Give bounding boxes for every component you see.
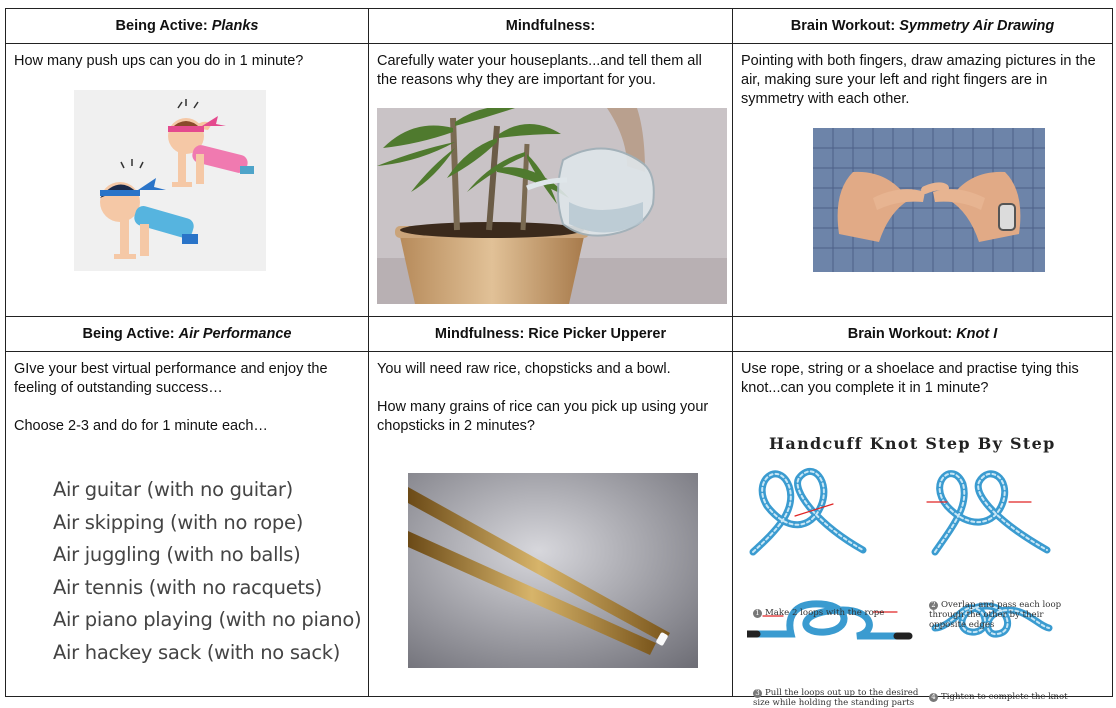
- heading-activity: Symmetry Air Drawing: [899, 18, 1055, 34]
- list-item: Air guitar (with no guitar): [53, 478, 293, 501]
- knot-diagram-title: Handcuff Knot Step By Step: [769, 434, 1056, 453]
- pushup-kids-illustration: [74, 90, 266, 271]
- step-number: 3: [753, 689, 762, 698]
- cell-heading-planks: [6, 9, 369, 44]
- content-row-2: [6, 352, 1113, 697]
- cell-knot: [733, 352, 1113, 708]
- cell-heading-knot: [733, 317, 1113, 352]
- pointing-fingers-photo: [813, 128, 1045, 272]
- step-text: Make 2 loops with the rope: [765, 608, 885, 618]
- air-activity-list: [53, 474, 361, 670]
- step-number: 4: [929, 693, 938, 702]
- instruction-text: How many push ups can you do in 1 minute?: [14, 53, 304, 69]
- knot-diagram: [747, 460, 1097, 672]
- chopsticks-photo: [408, 473, 698, 668]
- cell-symmetry: [733, 44, 1113, 317]
- step-text: Overlap and pass each loop through the other by their opposite edges: [929, 600, 1062, 630]
- heading-category: Brain Workout:: [847, 326, 957, 342]
- watering-plant-photo: [377, 108, 727, 304]
- list-item: Air skipping (with no rope): [53, 510, 304, 534]
- list-item: Air hackey sack (with no sack): [53, 640, 341, 664]
- cell-planks: [6, 44, 369, 317]
- cell-heading-rice-picker: [369, 317, 733, 352]
- list-item: Air tennis (with no racquets): [53, 575, 322, 599]
- heading-activity: Air Performance: [178, 326, 292, 342]
- activity-grid: [5, 8, 1113, 708]
- knot-step-2: [929, 600, 1069, 630]
- heading-category: Being Active:: [82, 326, 179, 342]
- instruction-text: Carefully water your houseplants...and tell them all the reasons why they are important for you.: [377, 53, 702, 88]
- list-item: Air piano playing (with no piano): [53, 608, 362, 632]
- cell-heading-symmetry: [733, 9, 1113, 44]
- step-number: 2: [929, 601, 938, 610]
- instruction-text: Use rope, string or a shoelace and practise tying this knot...can you complete it in 1 minute?: [741, 361, 1079, 396]
- cell-heading-mindfulness: [369, 9, 733, 44]
- cell-air-performance: [6, 352, 369, 697]
- heading-category: Brain Workout:: [790, 18, 900, 34]
- knot-step-4: [929, 692, 1079, 702]
- cell-watering: [369, 44, 733, 317]
- cell-rice-picker: [369, 352, 733, 697]
- instruction-text: Pointing with both fingers, draw amazing pictures in the air, making sure your left and right fingers are in symmetry with each other.: [741, 53, 1096, 107]
- cell-heading-air-performance: [6, 317, 369, 352]
- header-row-1: [6, 9, 1113, 44]
- instruction-text: How many grains of rice can you pick up using your chopsticks in 2 minutes?: [377, 399, 709, 434]
- step-text: Tighten to complete the knot: [941, 692, 1068, 702]
- instruction-text: GIve your best virtual performance and enjoy the feeling of outstanding success…: [14, 361, 328, 396]
- content-row-1: [6, 44, 1113, 317]
- step-text: Pull the loops out up to the desired size while holding the standing parts: [753, 688, 919, 708]
- instruction-text: You will need raw rice, chopsticks and a bowl.: [377, 361, 671, 377]
- heading-activity: Knot I: [956, 326, 998, 342]
- heading-category: Mindfulness:: [505, 18, 596, 34]
- heading-category: Being Active:: [115, 18, 212, 34]
- heading-category: Mindfulness: Rice Picker Upperer: [434, 326, 667, 342]
- instruction-text: Choose 2-3 and do for 1 minute each…: [14, 418, 268, 434]
- step-number: 1: [753, 609, 762, 618]
- knot-step-1: [753, 608, 903, 618]
- heading-activity: Planks: [211, 18, 259, 34]
- header-row-2: [6, 317, 1113, 352]
- list-item: Air juggling (with no balls): [53, 543, 301, 567]
- knot-step-3: [753, 688, 923, 708]
